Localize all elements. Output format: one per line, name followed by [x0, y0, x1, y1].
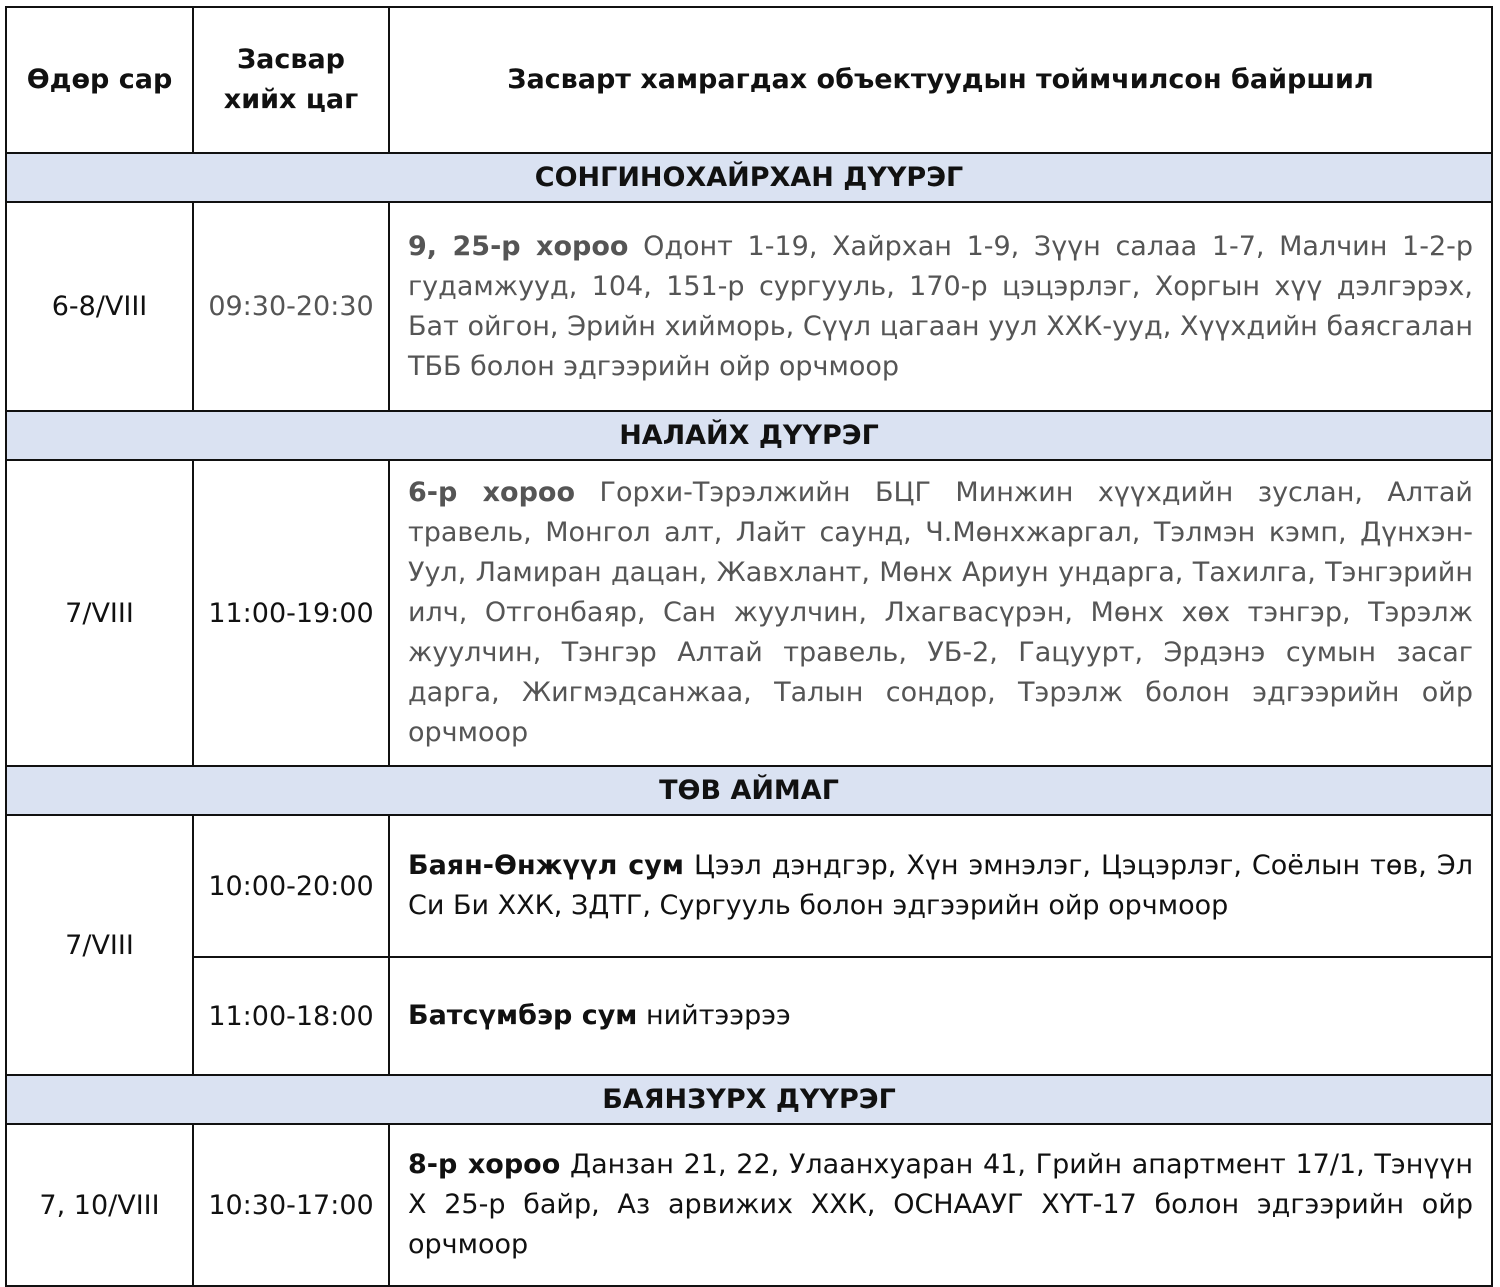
location-place: Батсүмбэр сум — [408, 1000, 638, 1031]
location-cell — [389, 202, 1492, 411]
table-row — [6, 460, 1492, 766]
location-cell — [389, 957, 1492, 1075]
time-cell: 11:00-18:00 — [193, 957, 389, 1075]
date-cell: 7/VIII — [6, 460, 193, 766]
location-details: нийтээрээ — [645, 1000, 791, 1031]
date-cell: 7, 10/VIII — [6, 1124, 193, 1286]
time-cell: 09:30-20:30 — [193, 202, 389, 411]
location-details: Цээл дэндгэр, Хүн эмнэлэг, Цэцэрлэг, Соёлын төв, Эл Си Би ХХК, ЗДТГ, Сургууль болон эдгээрийн ойр орчмоор — [408, 850, 1473, 921]
district-name: НАЛАЙХ ДҮҮРЭГ — [6, 411, 1492, 460]
table-row — [6, 202, 1492, 411]
location-place: 9, 25-р хороо — [408, 230, 629, 262]
location-place: 6-р хороо — [408, 477, 576, 508]
table-row — [6, 1124, 1492, 1286]
district-name: ТӨВ АЙМАГ — [6, 766, 1492, 815]
location-cell — [389, 460, 1492, 766]
header-time — [193, 7, 389, 153]
location-details: Одонт 1-19, Хайрхан 1-9, Зүүн салаа 1-7, Малчин 1-2-р гудамжууд, 104, 151-р сургууль, 170-р цэцэрлэг, Хоргын хүү дэлгэрэх, Бат ойгон, Эрийн хийморь, Сүүл цагаан уул ХХК-ууд, Хүүхдийн баясгалан ТББ болон эдгээрийн ойр орчмоор — [408, 230, 1473, 382]
district-name: БАЯНЗҮРХ ДҮҮРЭГ — [6, 1075, 1492, 1124]
time-cell: 11:00-19:00 — [193, 460, 389, 766]
location-place: 8-р хороо — [408, 1149, 561, 1180]
date-cell: 7/VIII — [6, 815, 193, 1075]
header-row — [6, 7, 1492, 153]
district-name: СОНГИНОХАЙРХАН ДҮҮРЭГ — [6, 153, 1492, 202]
table-row — [6, 815, 1492, 957]
location-cell — [389, 815, 1492, 957]
district-row — [6, 1075, 1492, 1124]
district-row — [6, 411, 1492, 460]
date-cell: 6-8/VIII — [6, 202, 193, 411]
location-cell — [389, 1124, 1492, 1286]
table-row — [6, 957, 1492, 1075]
time-cell: 10:00-20:00 — [193, 815, 389, 957]
location-place: Баян-Өнжүүл сум — [408, 850, 684, 881]
outage-schedule-table — [5, 6, 1493, 1287]
location-details: Горхи-Тэрэлжийн БЦГ Минжин хүүхдийн зуслан, Алтай травель, Монгол алт, Лайт саунд, Ч.Мөнхжаргал, Тэлмэн кэмп, Дүнхэн-Уул, Ламиран дацан, Жавхлант, Мөнх Ариун ундарга, Тахилга, Тэнгэрийн илч, Отгонбаяр, Сан жуулчин, Лхагвасүрэн, Мөнх хөх тэнгэр, Тэрэлж жуулчин, Тэнгэр Алтай травель, УБ-2, Гацуурт, Эрдэнэ сумын засаг дарга, Жигмэдсанжаа, Талын сондор, Тэрэлж болон эдгээрийн ойр орчмоор — [408, 477, 1473, 748]
time-cell: 10:30-17:00 — [193, 1124, 389, 1286]
district-row — [6, 766, 1492, 815]
header-date: Өдөр сар — [6, 7, 193, 153]
location-details: Данзан 21, 22, Улаанхуаран 41, Грийн апартмент 17/1, Тэнүүн Х 25-р байр, Аз арвижих ХХК, ОСНААУГ ХҮТ-17 болон эдгээрийн ойр орчмоор — [408, 1149, 1473, 1260]
header-time-text: Засвар хийх цаг — [223, 44, 359, 115]
header-location: Засварт хамрагдах объектуудын тоймчилсон байршил — [389, 7, 1492, 153]
district-row — [6, 153, 1492, 202]
